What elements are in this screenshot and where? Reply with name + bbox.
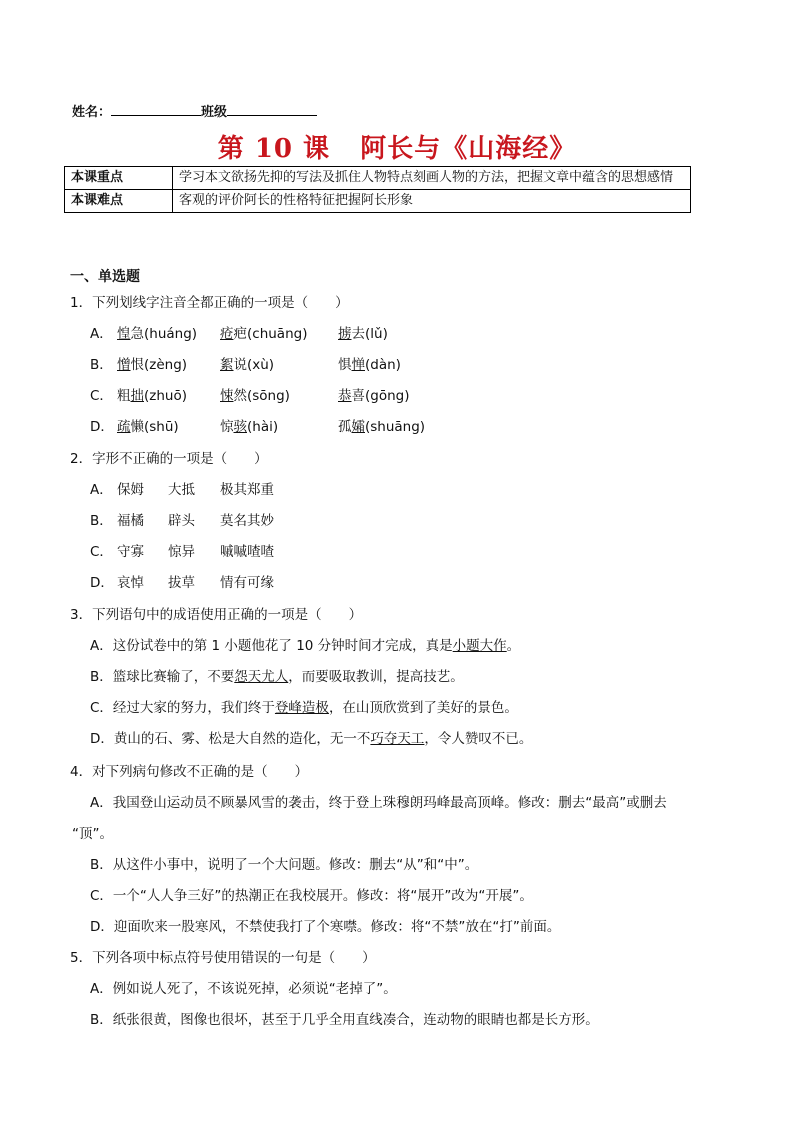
question-2-option-d-label: D． (90, 575, 114, 591)
question-4-stem: 4．对下列病句修改不正确的是（ ） (70, 764, 309, 780)
question-5-option-b: B．纸张很黄，图像也很坏，甚至于几乎全用直线凑合，连动物的眼睛也都是长方形。 (90, 1012, 599, 1028)
underlined-idiom: 怨天尤人 (234, 669, 289, 685)
question-4-option-d: D．迎面吹来一股寒风，不禁使我打了个寒噤。修改：将“不禁”放在“打”前面。 (90, 919, 561, 935)
question-1-option-a-word-2: 疮疤(chuāng) (220, 326, 308, 342)
question-3-option-c: C．经过大家的努力，我们终于登峰造极，在山顶欣赏到了美好的景色。 (90, 700, 518, 716)
question-1-option-c-word-2: 悚然(sōng) (220, 388, 290, 404)
question-1-option-d-word-2: 惊骇(hài) (220, 419, 279, 435)
question-2-option-c-b: 惊异 (168, 544, 195, 560)
question-1-option-b-word-3: 惧惮(dàn) (338, 357, 401, 373)
name-label: 姓名： (72, 105, 112, 120)
question-1-option-b-word-1: 憎恨(zèng) (117, 357, 188, 373)
question-1-option-d-label: D． (90, 419, 114, 435)
section-title: 一、单选题 (70, 269, 140, 285)
question-1-option-d-word-3: 孤孀(shuāng) (338, 419, 426, 435)
question-4-option-a-cont: “顶”。 (72, 826, 113, 842)
question-1-option-b-label: B． (90, 357, 113, 373)
question-2-option-b-b: 辟头 (168, 513, 195, 529)
question-2-option-c-a: 守寡 (117, 544, 144, 560)
question-3-option-a: A．这份试卷中的第 1 小题他花了 10 分钟时间才完成，真是小题大作。 (90, 638, 521, 654)
student-info-line (72, 101, 317, 120)
question-5-option-a: A．例如说人死了，不该说死掉，必须说“老掉了”。 (90, 981, 397, 997)
question-4-option-a: A．我国登山运动员不顾暴风雪的袭击，终于登上珠穆朗玛峰最高顶峰。修改：删去“最高”或删去 (90, 795, 667, 811)
goal-key: 本课难点 (65, 190, 173, 213)
question-1-option-c-word-3: 恭喜(gōng) (338, 388, 410, 404)
question-2-option-b-c: 莫名其妙 (220, 513, 274, 529)
question-2-option-a-label: A． (90, 482, 113, 498)
class-label: 班级 (201, 105, 228, 120)
lesson-goals-table (64, 166, 691, 213)
question-3-option-d: D．黄山的石、雾、松是大自然的造化，无一不巧夺天工，令人赞叹不已。 (90, 731, 533, 747)
question-2-option-d-a: 哀悼 (117, 575, 144, 591)
goal-value: 学习本文欲扬先抑的写法及抓住人物特点刻画人物的方法，把握文章中蕴含的思想感情 (173, 167, 691, 190)
question-5-stem: 5．下列各项中标点符号使用错误的一句是（ ） (70, 950, 376, 966)
question-1-option-a-label: A． (90, 326, 113, 342)
question-2-option-b-label: B． (90, 513, 113, 529)
question-4-option-c: C．一个“人人争三好”的热潮正在我校展开。修改：将“展开”改为“开展”。 (90, 888, 533, 904)
name-blank[interactable] (111, 101, 201, 116)
class-blank[interactable] (227, 101, 317, 116)
question-4-option-b: B．从这件小事中，说明了一个大问题。修改：删去“从”和“中”。 (90, 857, 479, 873)
question-2-option-c-label: C． (90, 544, 113, 560)
table-row (65, 167, 691, 190)
question-2-option-d-b: 拔草 (168, 575, 195, 591)
question-2-option-a-b: 大抵 (168, 482, 195, 498)
question-2-option-a-c: 极其郑重 (220, 482, 274, 498)
table-row (65, 190, 691, 213)
question-3-option-b: B．篮球比赛输了，不要怨天尤人，而要吸取教训，提高技艺。 (90, 669, 464, 685)
question-1-option-c-label: C． (90, 388, 113, 404)
goal-value: 客观的评价阿长的性格特征把握阿长形象 (173, 190, 691, 213)
underlined-idiom: 小题大作 (452, 638, 507, 654)
goal-key: 本课重点 (65, 167, 173, 190)
question-2-option-c-c: 嘁嘁喳喳 (220, 544, 274, 560)
question-3-stem: 3．下列语句中的成语使用正确的一项是（ ） (70, 607, 363, 623)
question-1-option-a-word-3: 掳去(lǔ) (338, 326, 388, 342)
underlined-idiom: 巧夺天工 (370, 731, 425, 747)
question-1-option-b-word-2: 絮说(xù) (220, 357, 275, 373)
question-2-option-d-c: 情有可缘 (220, 575, 274, 591)
question-2-option-a-a: 保姆 (117, 482, 144, 498)
question-1-option-c-word-1: 粗拙(zhuō) (117, 388, 187, 404)
page-title: 第 10 课 阿长与《山海经》 (217, 134, 577, 164)
question-2-stem: 2．字形不正确的一项是（ ） (70, 451, 268, 467)
question-1-stem: 1．下列划线字注音全都正确的一项是（ ） (70, 295, 349, 311)
question-1-option-d-word-1: 疏懒(shū) (117, 419, 179, 435)
underlined-idiom: 登峰造极 (274, 700, 329, 716)
question-1-option-a-word-1: 惶急(huáng) (117, 326, 198, 342)
question-2-option-b-a: 福橘 (117, 513, 144, 529)
